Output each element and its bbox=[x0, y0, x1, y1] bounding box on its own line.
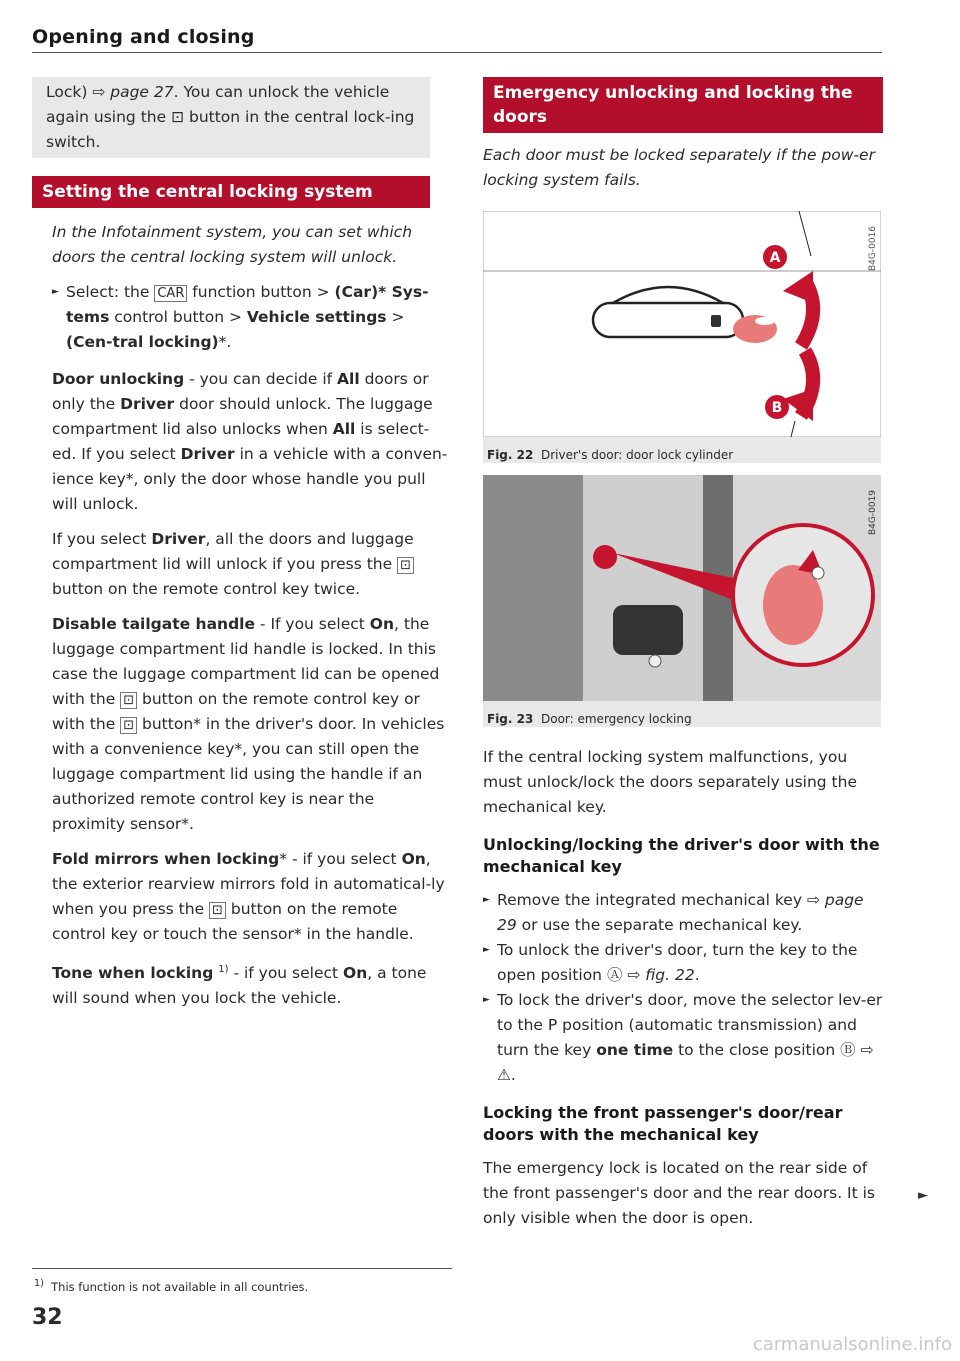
page-link[interactable]: page 27 bbox=[110, 83, 174, 101]
figure-22 bbox=[483, 211, 881, 463]
section-intro: Each door must be locked separately if the pow-er locking system fails. bbox=[483, 146, 875, 189]
intro-text: Lock) ⇨ bbox=[46, 83, 111, 101]
emergency-lock-illustration bbox=[483, 475, 881, 701]
step-lock: ► To lock the driver's door, move the selector lev-er to the P position (automatic transmission) and turn the key one time to the close position Ⓑ ⇨ ⚠. bbox=[483, 988, 883, 1088]
driver-para: If you select Driver, all the doors and luggage compartment lid will unlock if you press the ⊡ button on the remote control key twice. bbox=[52, 530, 414, 598]
figure-code: B4G-0019 bbox=[868, 489, 878, 535]
continued-text-box bbox=[32, 77, 430, 158]
section-intro: In the Infotainment system, you can set which doors the central locking system will unlock. bbox=[52, 223, 413, 266]
footnote: $^{1)}$ This function is not available in all countries. bbox=[34, 1278, 309, 1294]
intro-text: . You can unlock the vehicle again using the bbox=[46, 83, 390, 126]
tailgate-para: Disable tailgate handle - If you select On, the luggage compartment lid handle is locked. In this case the luggage compartment lid can be opened with the ⊡ button on the remote control key or with the ⊡ button* in the driver's door. In vehicles with a convenience key*, you can still open the luggage compartment lid using the handle if an authorized remote control key is near the proximity sensor*. bbox=[52, 615, 445, 833]
emergency-lock-para: The emergency lock is located on the rear side of the front passenger's door and the rear doors. It is only visible when the door is open. bbox=[483, 1159, 876, 1227]
left-column bbox=[42, 77, 450, 1021]
intro-text: button in the central lock-ing switch. bbox=[46, 108, 415, 151]
subheading-passenger-doors: Locking the front passenger's door/rear doors with the mechanical key bbox=[483, 1103, 843, 1144]
tailgate-door-button-icon: ⊡ bbox=[120, 717, 137, 734]
warning-icon: ⚠ bbox=[497, 1066, 511, 1084]
section-header: Opening and closing bbox=[32, 26, 255, 48]
page-number: 32 bbox=[32, 1305, 63, 1330]
callout-a-icon: Ⓐ bbox=[606, 966, 623, 984]
section-heading: Setting the central locking system bbox=[32, 176, 430, 208]
callout-a: A bbox=[769, 250, 781, 266]
malfunction-para: If the central locking system malfunctions, you must unlock/lock the doors separately using the mechanical key. bbox=[483, 748, 857, 816]
callout-b: B bbox=[771, 400, 783, 416]
figure-23 bbox=[483, 475, 881, 727]
lock-button-icon: ⊡ bbox=[209, 902, 226, 919]
subheading-driver-door: Unlocking/locking the driver's door with the mechanical key bbox=[483, 835, 880, 876]
footnote-rule bbox=[32, 1268, 452, 1269]
tailgate-button-icon: ⊡ bbox=[120, 692, 137, 709]
section-heading: Emergency unlocking and locking the doors bbox=[483, 77, 883, 133]
watermark: carmanualsonline.info bbox=[752, 1334, 952, 1355]
header-rule bbox=[32, 52, 882, 53]
figure-link[interactable]: fig. 22 bbox=[645, 966, 695, 984]
right-column bbox=[483, 77, 883, 1241]
mirrors-para: Fold mirrors when locking* - if you select On, the exterior rearview mirrors fold in automatical-ly when you press the ⊡ button on the remote control key or touch the sensor* in the handle. bbox=[52, 850, 445, 943]
continue-arrow-icon: ► bbox=[918, 1188, 928, 1203]
step-remove-key: ► Remove the integrated mechanical key ⇨ page 29 or use the separate mechanical key. bbox=[483, 888, 883, 938]
step-unlock: ► To unlock the driver's door, turn the key to the open position Ⓐ ⇨ fig. 22. bbox=[483, 938, 883, 988]
car-key-label: CAR bbox=[154, 285, 187, 302]
figure-caption: Fig. 23 Door: emergency locking bbox=[487, 712, 692, 726]
door-unlocking-para: Door unlocking - you can decide if All doors or only the Driver door should unlock. The luggage compartment lid also unlocks when All is select-ed. If you select Driver in a vehicle with a conven-ience key*, only the door whose handle you pull will unlock. bbox=[52, 370, 448, 513]
figure-code: B4G-0016 bbox=[868, 225, 878, 271]
lock-button-icon: ⊡ bbox=[171, 108, 185, 126]
unlock-button-icon: ⊡ bbox=[397, 557, 414, 574]
page-link[interactable]: page 29 bbox=[497, 891, 864, 934]
select-step: ► Select: the CAR function button > (Car)* Sys-tems control button > Vehicle settings > (Cen-tral locking)*. bbox=[52, 280, 450, 355]
tone-para: Tone when locking $^{1)}$ - if you select On, a tone will sound when you lock the vehicle. bbox=[52, 964, 427, 1008]
figure-caption: Fig. 22 Driver's door: door lock cylinder bbox=[487, 448, 734, 462]
door-handle-illustration bbox=[483, 211, 881, 437]
callout-b-icon: Ⓑ bbox=[840, 1041, 856, 1059]
